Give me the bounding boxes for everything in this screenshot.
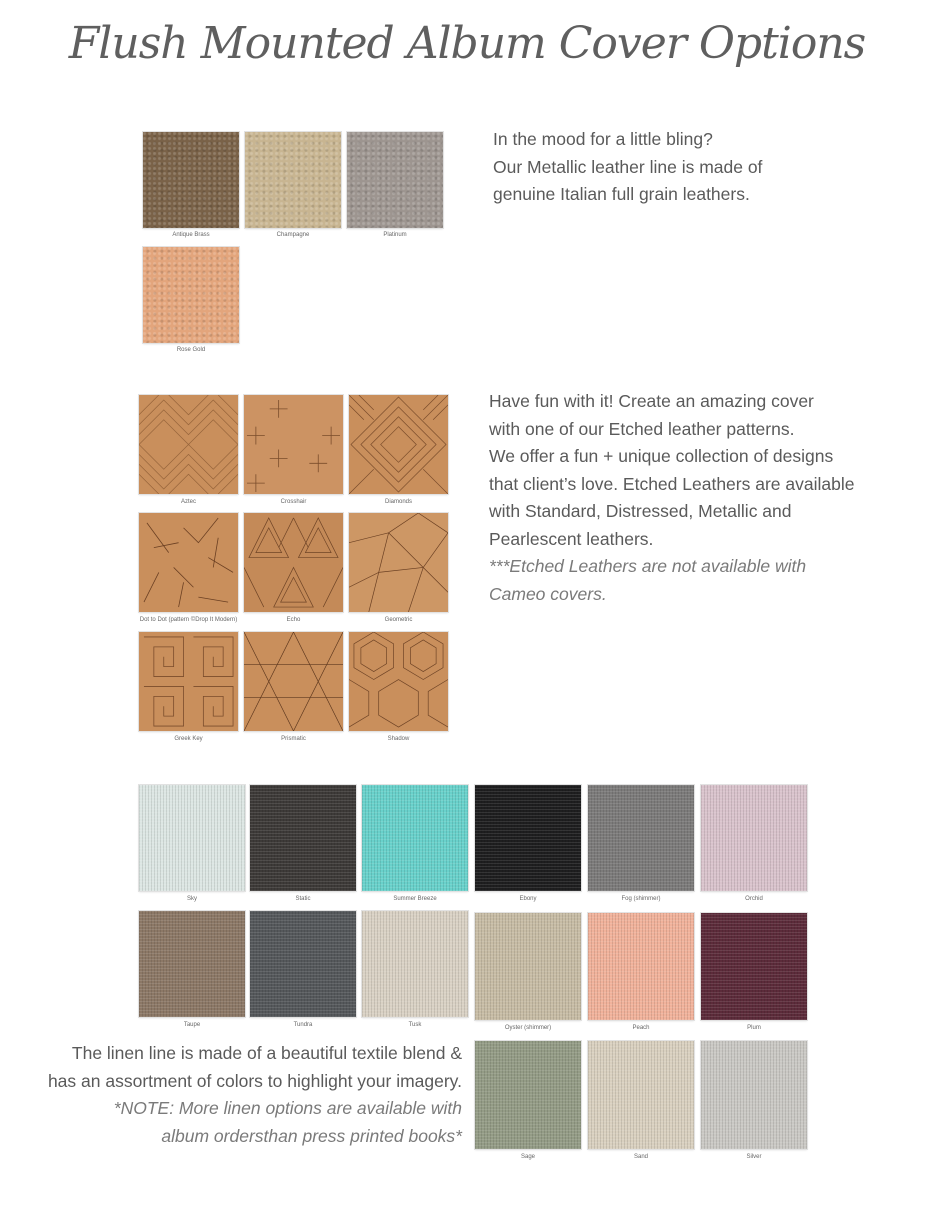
text-line: that client’s love. Etched Leathers are available: [489, 473, 855, 494]
text-line: Our Metallic leather line is made of: [493, 156, 763, 177]
swatch-label: Tundra: [293, 1022, 313, 1028]
swatch-label: Ebony: [519, 896, 537, 902]
swatch-label: Echo: [286, 617, 301, 623]
text-line: genuine Italian full grain leathers.: [493, 184, 750, 204]
swatch-label: Rose Gold: [176, 347, 206, 353]
swatch-label: Taupe: [183, 1022, 201, 1028]
text-line: Pearlescent leathers.: [489, 528, 654, 549]
text-line: We offer a fun + unique collection of designs: [489, 446, 834, 466]
note-line: Cameo covers.: [489, 583, 607, 604]
metallic-swatch: [245, 132, 341, 228]
swatch-label: Crosshair: [280, 499, 307, 505]
swatch-label: Static: [295, 896, 311, 902]
swatch-label: Silver: [746, 1154, 762, 1160]
metallic-description: [493, 126, 762, 209]
text-line: has an assortment of colors to highlight your imagery.: [47, 1070, 462, 1091]
page-title: Flush Mounted Album Cover Options: [68, 18, 866, 69]
linen-swatch: [588, 785, 694, 891]
text-line: Have fun with it! Create an amazing cover: [489, 391, 814, 411]
swatch-label: Dot to Dot (pattern ©Drop It Modern): [139, 617, 238, 623]
etched-swatch-aztec: [139, 395, 238, 494]
linen-swatch: [475, 913, 581, 1020]
swatch-label: Platinum: [383, 232, 407, 238]
etched-swatch-echo: [244, 513, 343, 612]
swatch-label: Sage: [520, 1154, 535, 1160]
linen-swatch: [701, 913, 807, 1020]
swatch-label: Prismatic: [281, 736, 306, 742]
metallic-swatch: [347, 132, 443, 228]
swatch-label: Sky: [186, 896, 197, 902]
metallic-swatch: [143, 247, 239, 343]
linen-swatch: [250, 785, 356, 891]
note-line: *NOTE: More linen options are available with: [113, 1098, 462, 1118]
text-line: with Standard, Distressed, Metallic and: [489, 501, 792, 521]
swatch-label: Plum: [747, 1025, 761, 1031]
linen-swatch: [588, 913, 694, 1020]
swatch-label: Champagne: [276, 232, 310, 238]
swatch-label: Peach: [632, 1025, 650, 1031]
linen-swatch: [475, 1041, 581, 1149]
swatch-label: Greek Key: [174, 736, 203, 742]
etched-swatch-geometric: [349, 513, 448, 612]
swatch-label: Summer Breeze: [393, 896, 437, 902]
linen-swatch: [475, 785, 581, 891]
swatch-label: Oyster (shimmer): [504, 1025, 552, 1031]
linen-swatch: [250, 911, 356, 1017]
linen-swatch: [362, 785, 468, 891]
text-line: The linen line is made of a beautiful textile blend &: [71, 1043, 462, 1063]
linen-swatch: [139, 785, 245, 891]
linen-swatch: [588, 1041, 694, 1149]
etched-swatch-greek-key: [139, 632, 238, 731]
swatch-label: Diamonds: [384, 499, 412, 505]
etched-swatch-dot-to-dot: [139, 513, 238, 612]
swatch-label: Aztec: [180, 499, 196, 505]
etched-swatch-prismatic: [244, 632, 343, 731]
note-line: ***Etched Leathers are not available with: [489, 556, 807, 576]
etched-description: [489, 388, 854, 608]
etched-swatch-diamonds: [349, 395, 448, 494]
note-line: album ordersthan press printed books*: [161, 1125, 462, 1146]
swatch-label: Geometric: [384, 617, 413, 623]
linen-swatch: [139, 911, 245, 1017]
linen-swatch: [701, 1041, 807, 1149]
linen-swatch: [701, 785, 807, 891]
text-line: with one of our Etched leather patterns.: [489, 418, 795, 439]
swatch-label: Tusk: [408, 1022, 422, 1028]
swatch-label: Sand: [633, 1154, 648, 1160]
metallic-swatch: [143, 132, 239, 228]
swatch-label: Shadow: [387, 736, 410, 742]
swatch-label: Fog (shimmer): [621, 896, 661, 902]
etched-swatch-shadow: [349, 632, 448, 731]
text-line: In the mood for a little bling?: [493, 129, 713, 149]
linen-description: [10, 1040, 462, 1150]
swatch-label: Orchid: [745, 896, 763, 902]
etched-swatch-crosshair: [244, 395, 343, 494]
swatch-label: Antique Brass: [172, 232, 210, 238]
linen-swatch: [362, 911, 468, 1017]
